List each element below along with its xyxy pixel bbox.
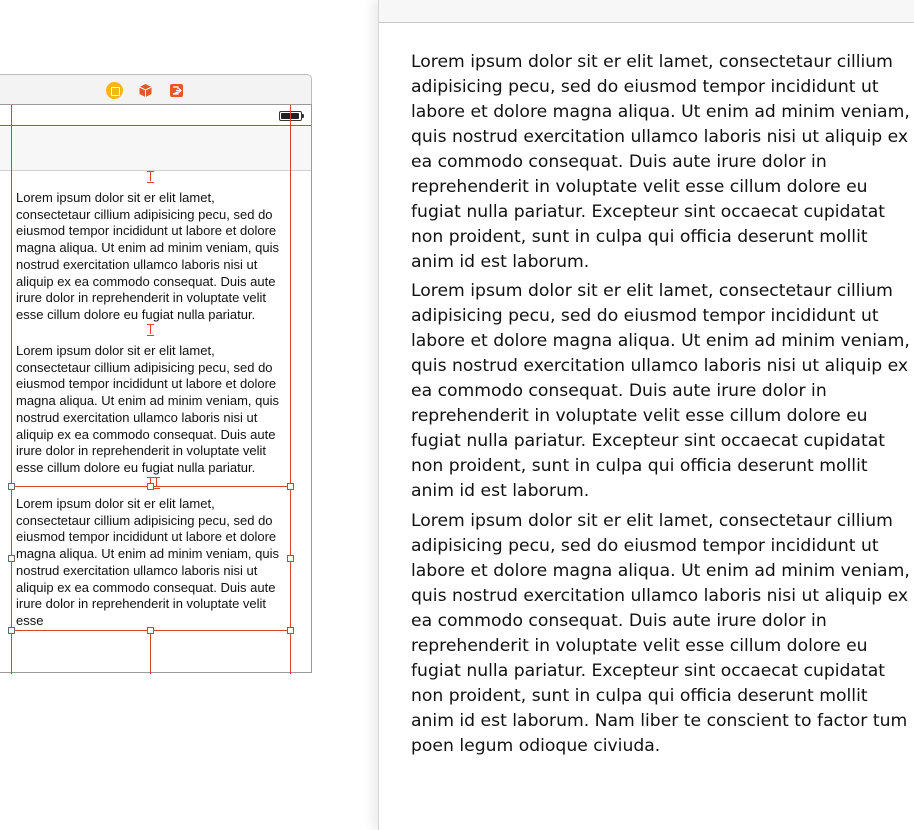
resize-handle-top[interactable] [147, 483, 154, 490]
exit-icon[interactable] [168, 82, 185, 99]
resize-handle-bottom-left[interactable] [8, 627, 15, 634]
view-controller-icon[interactable] [106, 82, 123, 99]
storyboard-canvas[interactable] [0, 0, 378, 830]
navigation-bar[interactable] [0, 127, 311, 171]
resize-handle-top-right[interactable] [287, 483, 294, 490]
trailing-margin-guide [290, 105, 291, 674]
spacing-constraint-2b [153, 477, 160, 487]
preview-label-3: Lorem ipsum dolor sit er elit lamet, consectetaur cillium adipisicing pecu, sed do eiusmod tempor incididunt ut labore et dolore magna aliqua. Ut enim ad minim veniam, quis nostrud exercitation ullamco laboris nisi ut aliquip ex ea commodo consequat. Duis aute irure dolor in reprehenderit in voluptate velit esse cillum dolore eu fugiat nulla pariatur. Excepteur sint occaecat cupidatat non proident, sunt in culpa qui officia deserunt mollit anim id est laborum. Nam liber te conscient to factor tum poen legum odioque civiuda. [411, 511, 910, 756]
scene-dock[interactable] [0, 74, 312, 105]
spacing-constraint-1 [147, 324, 154, 334]
resize-handle-left[interactable] [8, 555, 15, 562]
device-frame[interactable] [0, 104, 312, 673]
preview-label-1: Lorem ipsum dolor sit er elit lamet, consectetaur cillium adipisicing pecu, sed do eiusmod tempor incididunt ut labore et dolore magna aliqua. Ut enim ad minim veniam, quis nostrud exercitation ullamco laboris nisi ut aliquip ex ea commodo consequat. Duis aute irure dolor in reprehenderit in voluptate velit esse cillum dolore eu fugiat nulla pariatur. Excepteur sint occaecat cupidatat non proident, sunt in culpa qui officia deserunt mollit anim id est laborum. [411, 52, 910, 272]
storyboard-label-1[interactable]: Lorem ipsum dolor sit er elit lamet, consectetaur cillium adipisicing pecu, sed do eiusmod tempor incididunt ut labore et dolore magna aliqua. Ut enim ad minim veniam, quis nostrud exercitation ullamco laboris nisi ut aliquip ex ea commodo consequat. Duis aute irure dolor in reprehenderit in voluptate velit esse cillum dolore eu fugiat nulla pariatur. [16, 190, 280, 322]
first-responder-icon[interactable] [137, 82, 154, 99]
status-bar [0, 105, 311, 126]
preview-label-2: Lorem ipsum dolor sit er elit lamet, consectetaur cillium adipisicing pecu, sed do eiusmod tempor incididunt ut labore et dolore magna aliqua. Ut enim ad minim veniam, quis nostrud exercitation ullamco laboris nisi ut aliquip ex ea commodo consequat. Duis aute irure dolor in reprehenderit in voluptate velit esse cillum dolore eu fugiat nulla pariatur. Excepteur sint occaecat cupidatat non proident, sunt in culpa qui officia deserunt mollit anim id est laborum. [411, 281, 910, 501]
resize-handle-top-left[interactable] [8, 483, 15, 490]
preview-pane[interactable] [378, 0, 913, 830]
preview-navigation-bar [379, 0, 914, 23]
leading-margin-guide [11, 105, 12, 674]
resize-handle-bottom[interactable] [147, 627, 154, 634]
storyboard-label-3[interactable]: Lorem ipsum dolor sit er elit lamet, consectetaur cillium adipisicing pecu, sed do eiusmod tempor incididunt ut labore et dolore magna aliqua. Ut enim ad minim veniam, quis nostrud exercitation ullamco laboris nisi ut aliquip ex ea commodo consequat. Duis aute irure dolor in reprehenderit in voluptate velit esse [16, 496, 280, 628]
bottom-spacing-constraint [150, 631, 151, 674]
storyboard-label-2[interactable]: Lorem ipsum dolor sit er elit lamet, consectetaur cillium adipisicing pecu, sed do eiusmod tempor incididunt ut labore et dolore magna aliqua. Ut enim ad minim veniam, quis nostrud exercitation ullamco laboris nisi ut aliquip ex ea commodo consequat. Duis aute irure dolor in reprehenderit in voluptate velit esse cillum dolore eu fugiat nulla pariatur. [16, 343, 280, 475]
resize-handle-bottom-right[interactable] [287, 627, 294, 634]
top-spacing-constraint [147, 171, 154, 181]
resize-handle-right[interactable] [287, 555, 294, 562]
